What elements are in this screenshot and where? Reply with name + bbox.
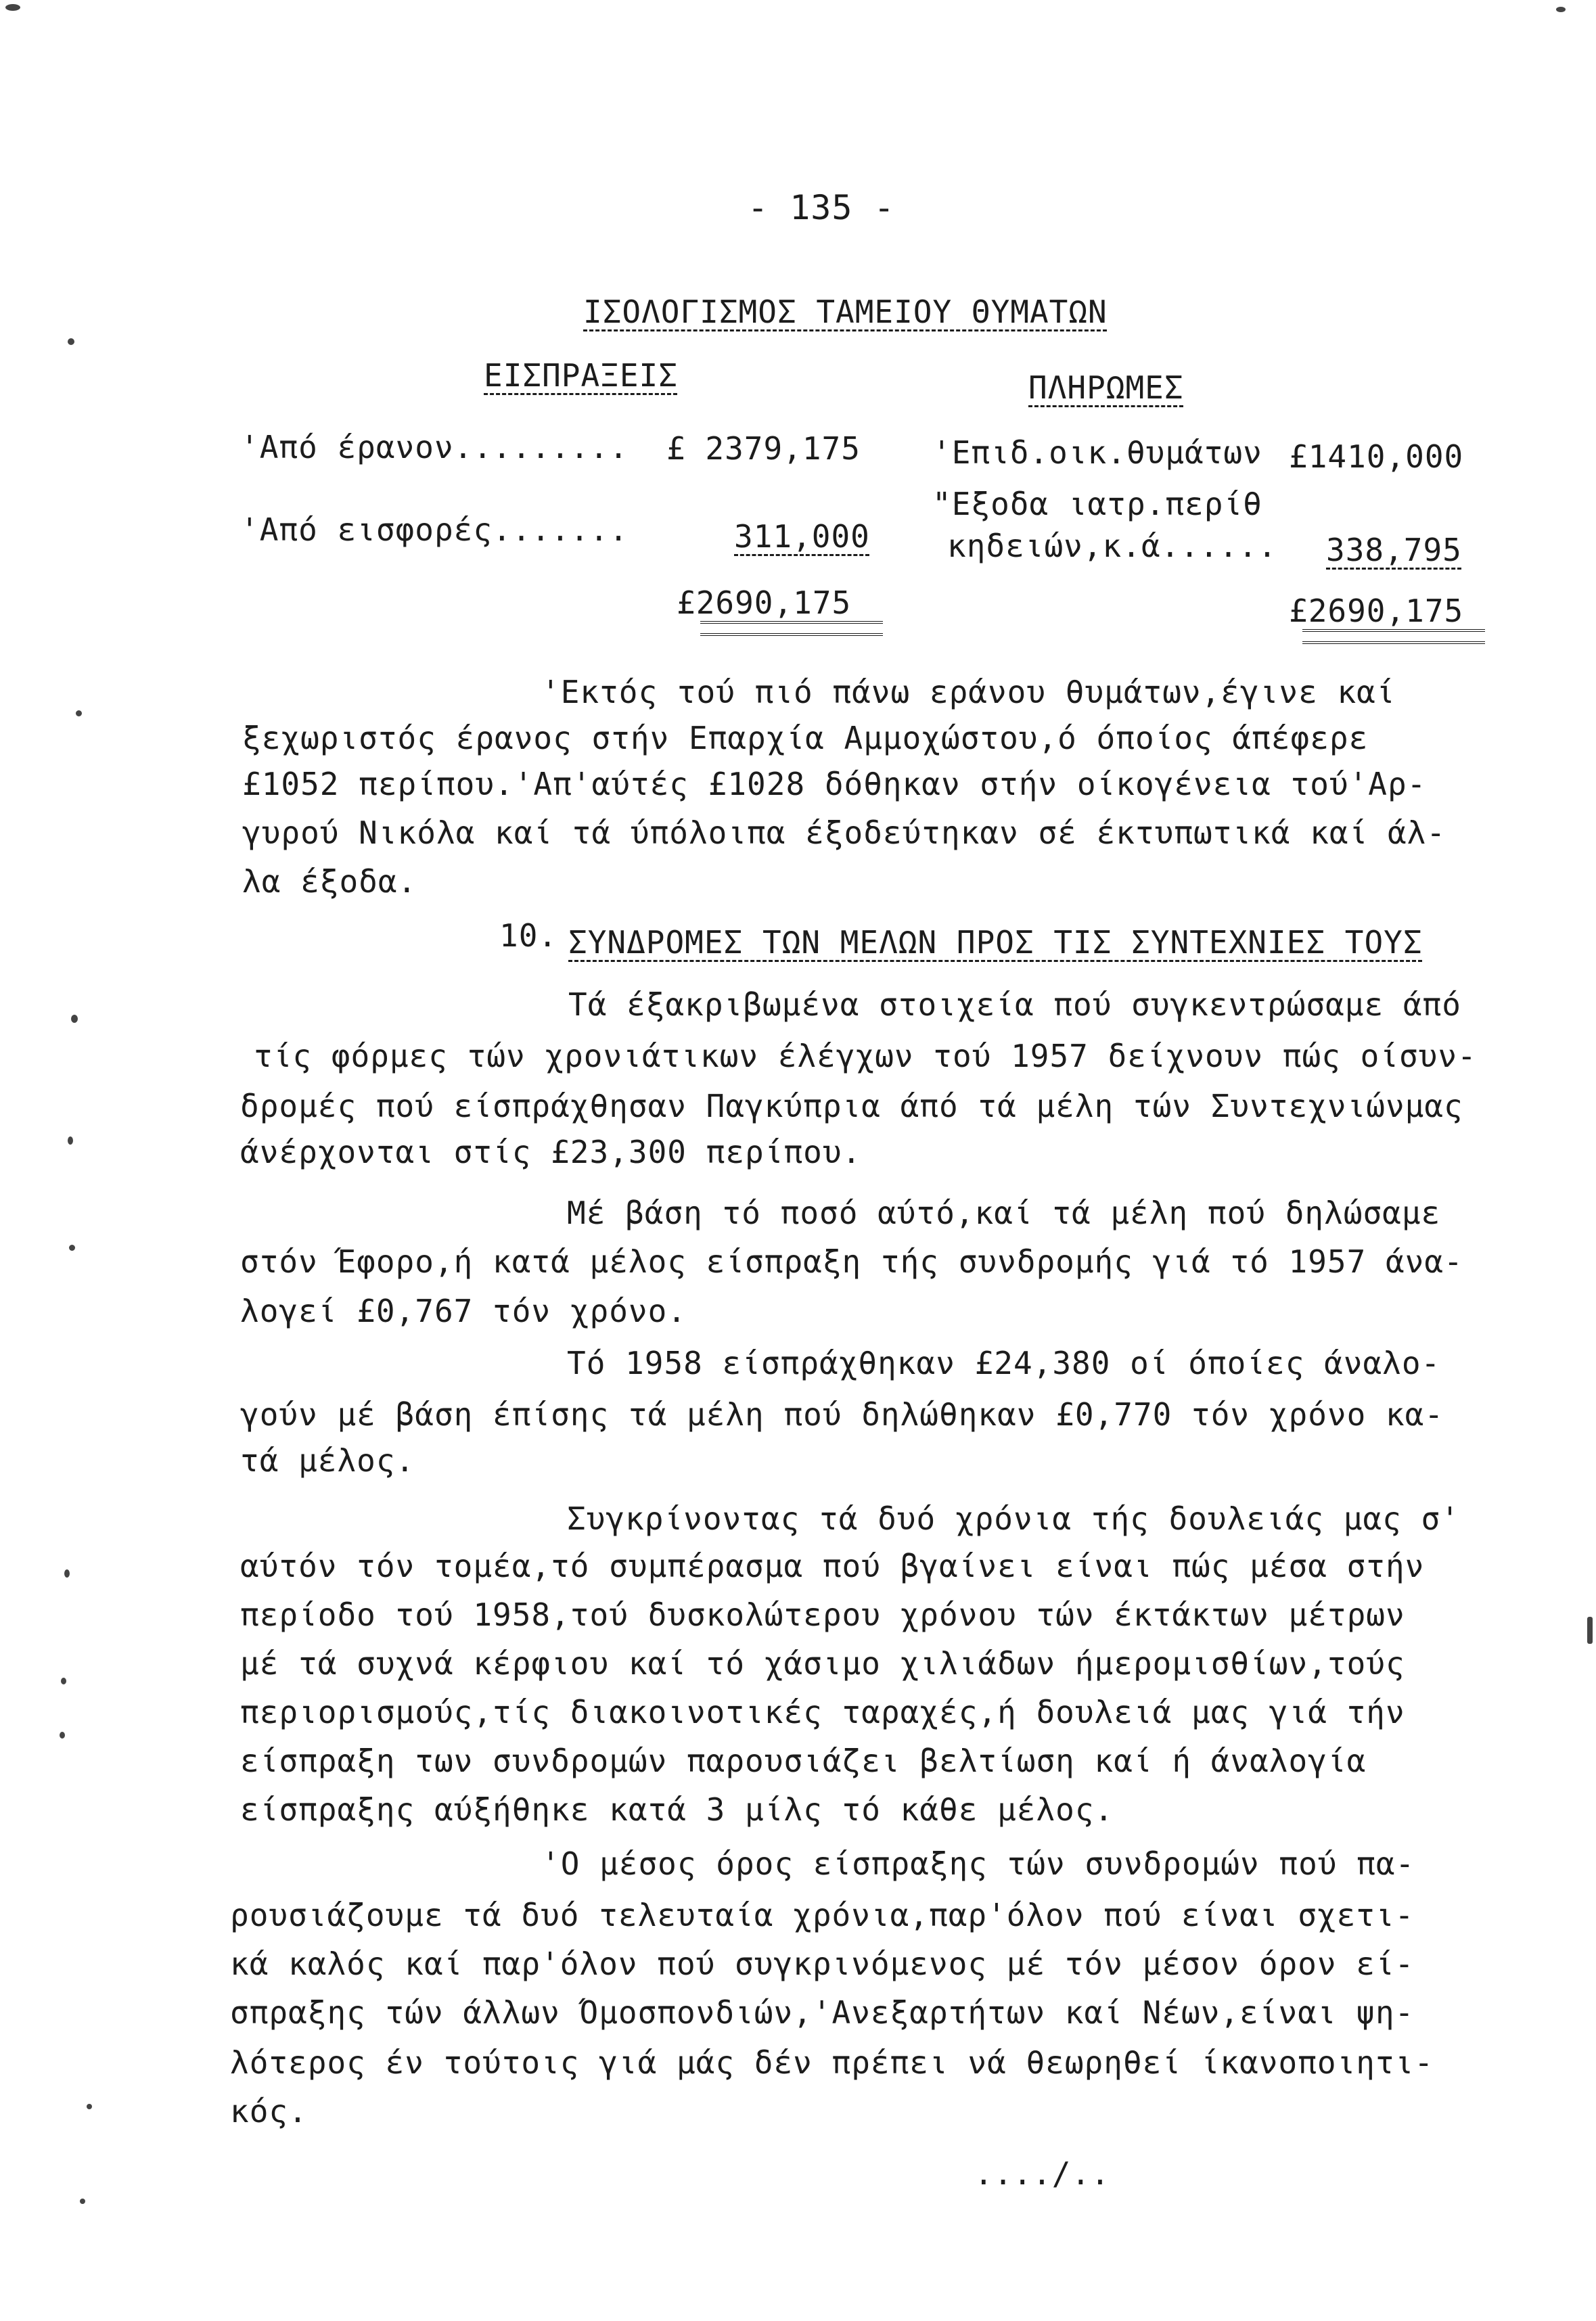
paragraph-line: £1052 περίπου.'Απ'αύτές £1028 δόθηκαν στήν οίκογένεια τού'Αρ- [242, 766, 1427, 802]
section-number: 10. [499, 917, 558, 954]
payment-row-label-line1: "Εξοδα ιατρ.περίθ [932, 486, 1262, 522]
payment-row-amount: £1410,000 [1289, 438, 1464, 475]
receipt-row-amount: £ 2379,175 [666, 430, 861, 467]
receipt-row-label: 'Από έρανον......... [240, 429, 629, 465]
paragraph-line: Συγκρίνοντας τά δυό χρόνια τής δουλειάς μας σ' [567, 1500, 1460, 1537]
section-title: ΣΥΝΔΡΟΜΕΣ ΤΩΝ ΜΕΛΩΝ ΠΡΟΣ ΤΙΣ ΣΥΝΤΕΧΝΙΕΣ ΤΟΥΣ [568, 924, 1423, 961]
paragraph-line: σπραξης τών άλλων Όμοσπονδιών,'Ανεξαρτήτων καί Νέων,είναι ψη- [230, 1994, 1415, 2031]
scan-speck [68, 338, 74, 345]
receipts-total-underline [700, 621, 883, 636]
scan-speck [76, 710, 82, 716]
scan-speck [5, 4, 20, 11]
paragraph-line: ρουσιάζουμε τά δυό τελευταία χρόνια,παρ'όλον πού είναι σχετι- [230, 1897, 1415, 1933]
scan-speck [64, 1569, 70, 1578]
scan-speck [1556, 7, 1566, 12]
balance-title: ΙΣΟΛΟΓΙΣΜΟΣ ΤΑΜΕΙΟΥ ΘΥΜΑΤΩΝ [583, 294, 1108, 330]
receipts-total: £2690,175 [677, 584, 852, 621]
page-number: - 135 - [748, 188, 895, 227]
scan-speck [71, 1015, 78, 1023]
payment-row-label: 'Επιδ.οικ.θυμάτων [932, 434, 1262, 471]
paragraph-line: περιορισμούς,τίς διακοινοτικές ταραχές,ή δουλειά μας γιά τήν [240, 1694, 1405, 1730]
payments-header: ΠΛΗΡΩΜΕΣ [1028, 369, 1184, 406]
paragraph-line: κά καλός καί παρ'όλον πού συγκρινόμενος μέ τόν μέσον όρον εί- [230, 1946, 1415, 1982]
payment-row-label-line2: κηδειών,κ.ά...... [947, 528, 1277, 564]
receipts-header: ΕΙΣΠΡΑΞΕΙΣ [484, 357, 678, 394]
paragraph-line: αύτόν τόν τομέα,τό συμπέρασμα πού βγαίνει είναι πώς μέσα στήν [240, 1548, 1425, 1584]
paragraph-line: μέ τά συχνά κέρφιου καί τό χάσιμο χιλιάδων ήμερομισθίων,τούς [240, 1645, 1405, 1682]
paragraph-line: γούν μέ βάση έπίσης τά μέλη πού δηλώθηκαν £0,770 τόν χρόνο κα- [240, 1396, 1444, 1433]
receipt-row-label: 'Από εισφορές....... [240, 511, 629, 548]
scan-speck [60, 1732, 65, 1739]
paragraph-line: Μέ βάση τό ποσό αύτό,καί τά μέλη πού δηλώσαμε [567, 1195, 1441, 1231]
paragraph-line: 'Εκτός τού πιό πάνω εράνου θυμάτων,έγινε καί [541, 674, 1396, 710]
scan-speck [87, 2104, 92, 2109]
paragraph-line: περίοδο τού 1958,τού δυσκολώτερου χρόνου τών έκτάκτων μέτρων [240, 1596, 1405, 1633]
receipt-row-amount: 311,000 [734, 518, 870, 555]
paragraph-line: τίς φόρμες τών χρονιάτικων έλέγχων τού 1957 δείχνουν πώς οίσυν- [254, 1038, 1477, 1074]
paragraph-line: τά μέλος. [240, 1442, 415, 1479]
paragraph-line: είσπραξης αύξήθηκε κατά 3 μίλς τό κάθε μέλος. [240, 1791, 1114, 1828]
paragraph-line: είσπραξη των συνδρομών παρουσιάζει βελτίωση καί ή άναλογία [240, 1743, 1367, 1779]
paragraph-line: στόν Έφορο,ή κατά μέλος είσπραξη τής συνδρομής γιά τό 1957 άνα- [240, 1243, 1463, 1280]
paragraph-line: Τά έξακριβωμένα στοιχεία πού συγκεντρώσαμε άπό [568, 986, 1461, 1023]
scan-speck [1587, 1617, 1593, 1644]
scan-speck [80, 2199, 85, 2204]
payment-row-amount: 338,795 [1326, 532, 1462, 568]
scan-speck [61, 1678, 66, 1684]
paragraph-line: Τό 1958 είσπράχθηκαν £24,380 οί όποίες άναλο- [567, 1345, 1441, 1381]
paragraph-line: άνέρχονται στίς £23,300 περίπου. [240, 1134, 862, 1170]
paragraph-line: λότερος έν τούτοις γιά μάς δέν πρέπει νά θεωρηθεί ίκανοποιητι- [230, 2044, 1434, 2081]
paragraph-line: 'Ο μέσος όρος είσπραξης τών συνδρομών πού πα- [541, 1845, 1415, 1882]
payments-total-underline [1302, 629, 1485, 644]
scan-speck [68, 1136, 73, 1145]
paragraph-line: δρομές πού είσπράχθησαν Παγκύπρια άπό τά μέλη τών Συντεχνιώνμας [240, 1088, 1463, 1124]
continuation-mark: ..../.. [974, 2155, 1110, 2192]
payments-total: £2690,175 [1289, 593, 1464, 629]
paragraph-line: λογεί £0,767 τόν χρόνο. [240, 1293, 687, 1329]
paragraph-line: λα έξοδα. [242, 863, 417, 900]
paragraph-line: γυρού Νικόλα καί τά ύπόλοιπα έξοδεύτηκαν σέ έκτυπωτικά καί άλ- [242, 814, 1446, 851]
paragraph-line: ξεχωριστός έρανος στήν Επαρχία Αμμοχώστου,ό όποίος άπέφερε [242, 720, 1369, 756]
scan-speck [69, 1245, 75, 1251]
paragraph-line: κός. [230, 2093, 308, 2130]
